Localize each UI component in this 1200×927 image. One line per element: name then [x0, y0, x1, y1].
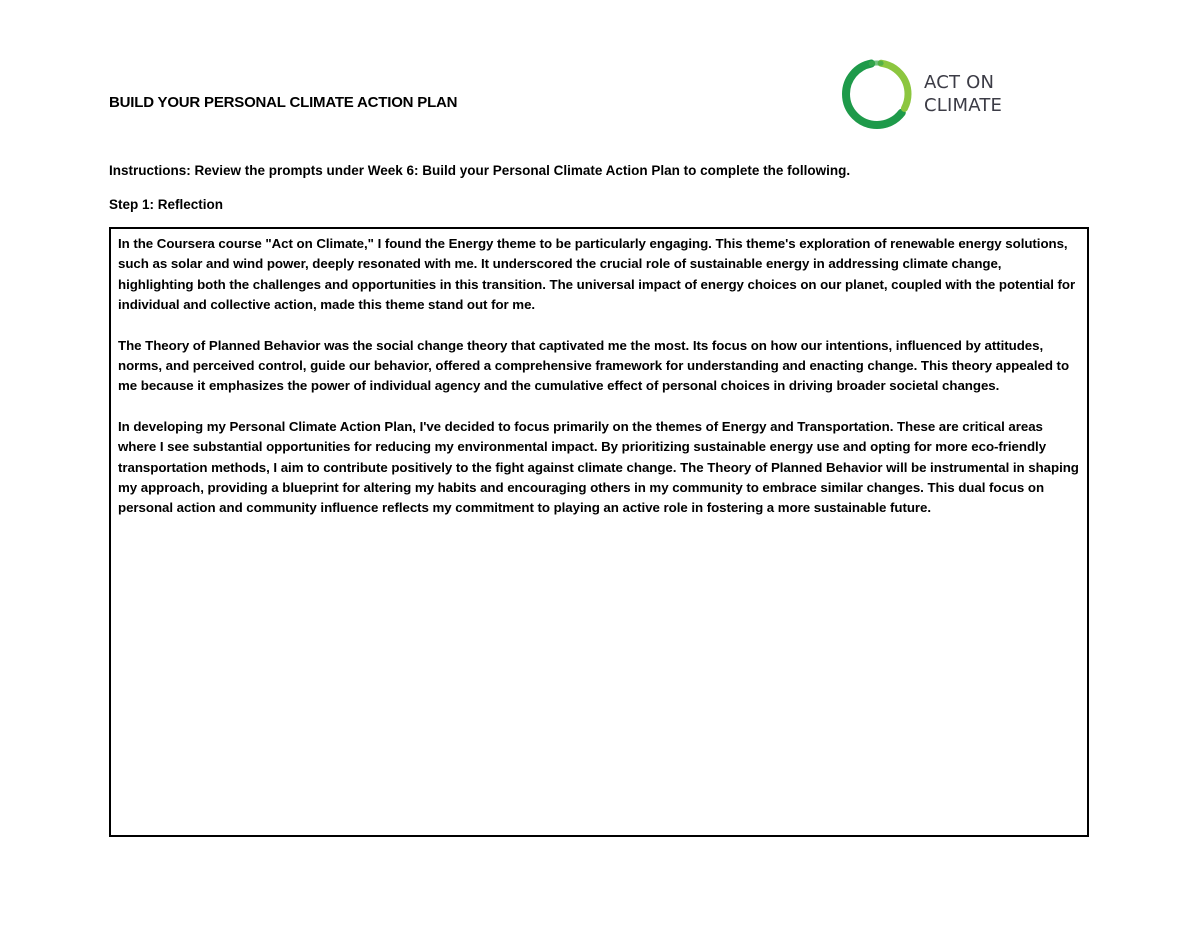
logo-line-2: CLIMATE [924, 95, 1003, 116]
climate-ring-icon [838, 55, 916, 133]
reflection-paragraph-2: The Theory of Planned Behavior was the social change theory that captivated me the most. Its focus on how our intentions, influenced by attitudes, norms, and perceived control, guide our behavior, offered a comprehensive framework for understanding and enacting change. This theory appealed to me because it emphasizes the power of individual agency and the cumulative effect of personal choices in driving broader societal changes. [118, 337, 1070, 394]
page-title: BUILD YOUR PERSONAL CLIMATE ACTION PLAN [109, 94, 458, 111]
step-1-heading: Step 1: Reflection [109, 197, 224, 212]
reflection-text-box[interactable] [109, 227, 1089, 837]
logo-wordmark [924, 71, 1002, 117]
reflection-paragraph-3: In developing my Personal Climate Action Plan, I've decided to focus primarily on the themes of Energy and Transportation. These are critical areas where I see substantial opportunities for reducing my environmental impact. By prioritizing sustainable energy use and opting for more eco-friendly transportation methods, I aim to contribute positively to the fight against climate change. The Theory of Planned Behavior will be instrumental in shaping my approach, providing a blueprint for altering my habits and encouraging others in my community to embrace similar changes. This dual focus on personal action and community influence reflects my commitment to playing an active role in fostering a more sustainable future. [118, 418, 1079, 516]
instructions-text: Instructions: Review the prompts under Week 6: Build your Personal Climate Action Plan to complete the following. [109, 163, 851, 178]
act-on-climate-logo [838, 55, 1018, 133]
logo-line-1: ACT ON [924, 72, 995, 93]
reflection-paragraph-1: In the Coursera course "Act on Climate," I found the Energy theme to be particularly engaging. This theme's exploration of renewable energy solutions, such as solar and wind power, deeply resonated with me. It underscored the crucial role of sustainable energy in addressing climate change, highlighting both the challenges and opportunities in this transition. The universal impact of energy choices on our planet, coupled with the potential for individual and collective action, made this theme stand out for me. [118, 236, 1076, 313]
